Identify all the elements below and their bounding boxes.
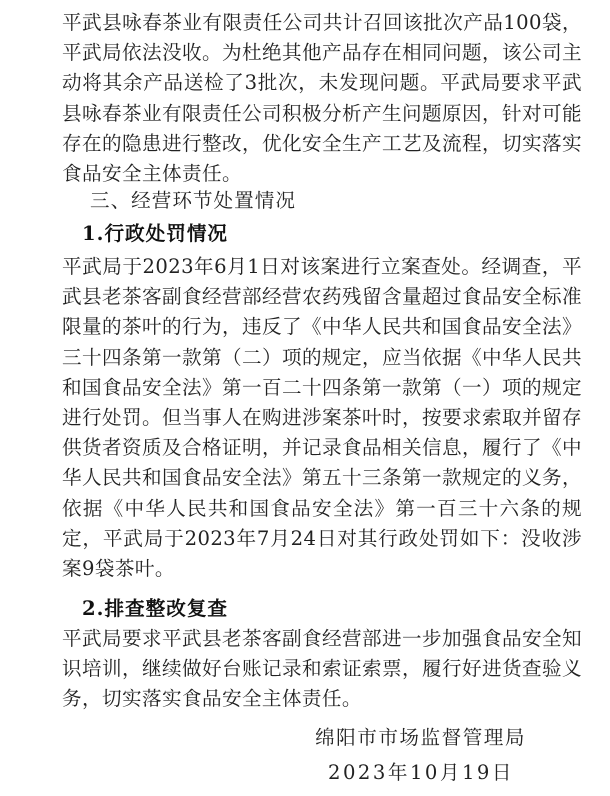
subheading-rectification-review: 2.排查整改复查 [82,597,229,620]
paragraph-recall-result: 平武县咏春茶业有限责任公司共计召回该批次产品100袋，平武局依法没收。为杜绝其他产品存在相同问题，该公司主动将其余产品送检了3批次，未发现问题。平武局要求平武县咏春茶业有限责任公司积极分析产生问题原因，针对可能存在的隐患进行整改，优化安全生产工艺及流程，切实落实食品安全主体责任。 [62,11,582,186]
signature-date: 2023年10月19日 [327,761,514,784]
section-heading-business-disposal: 三、经营环节处置情况 [90,189,296,212]
paragraph-penalty-details: 平武局于2023年6月1日对该案进行立案查处。经调查，平武县老茶客副食经营部经营农药残留含量超过食品安全标准限量的茶叶的行为，违反了《中华人民共和国食品安全法》三十四条第一款第（二）项的规定，应当依据《中华人民共和国食品安全法》第一百二十四条第一款第（一）项的规定进行处罚。但当事人在购进涉案茶叶时，按要求索取并留存供货者资质及合格证明，并记录食品相关信息，履行了《中华人民共和国食品安全法》第五十三条第一款规定的义务，依据《中华人民共和国食品安全法》第一百三十六条的规定，平武局于2023年7月24日对其行政处罚如下：没收涉案9袋茶叶。 [62,255,582,581]
paragraph-rectification-requirements: 平武局要求平武县老茶客副食经营部进一步加强食品安全知识培训，继续做好台账记录和索证索票，履行好进货查验义务，切实落实食品安全主体责任。 [62,627,582,711]
signature-organization: 绵阳市市场监督管理局 [315,726,526,749]
subheading-administrative-penalty: 1.行政处罚情况 [82,222,229,245]
